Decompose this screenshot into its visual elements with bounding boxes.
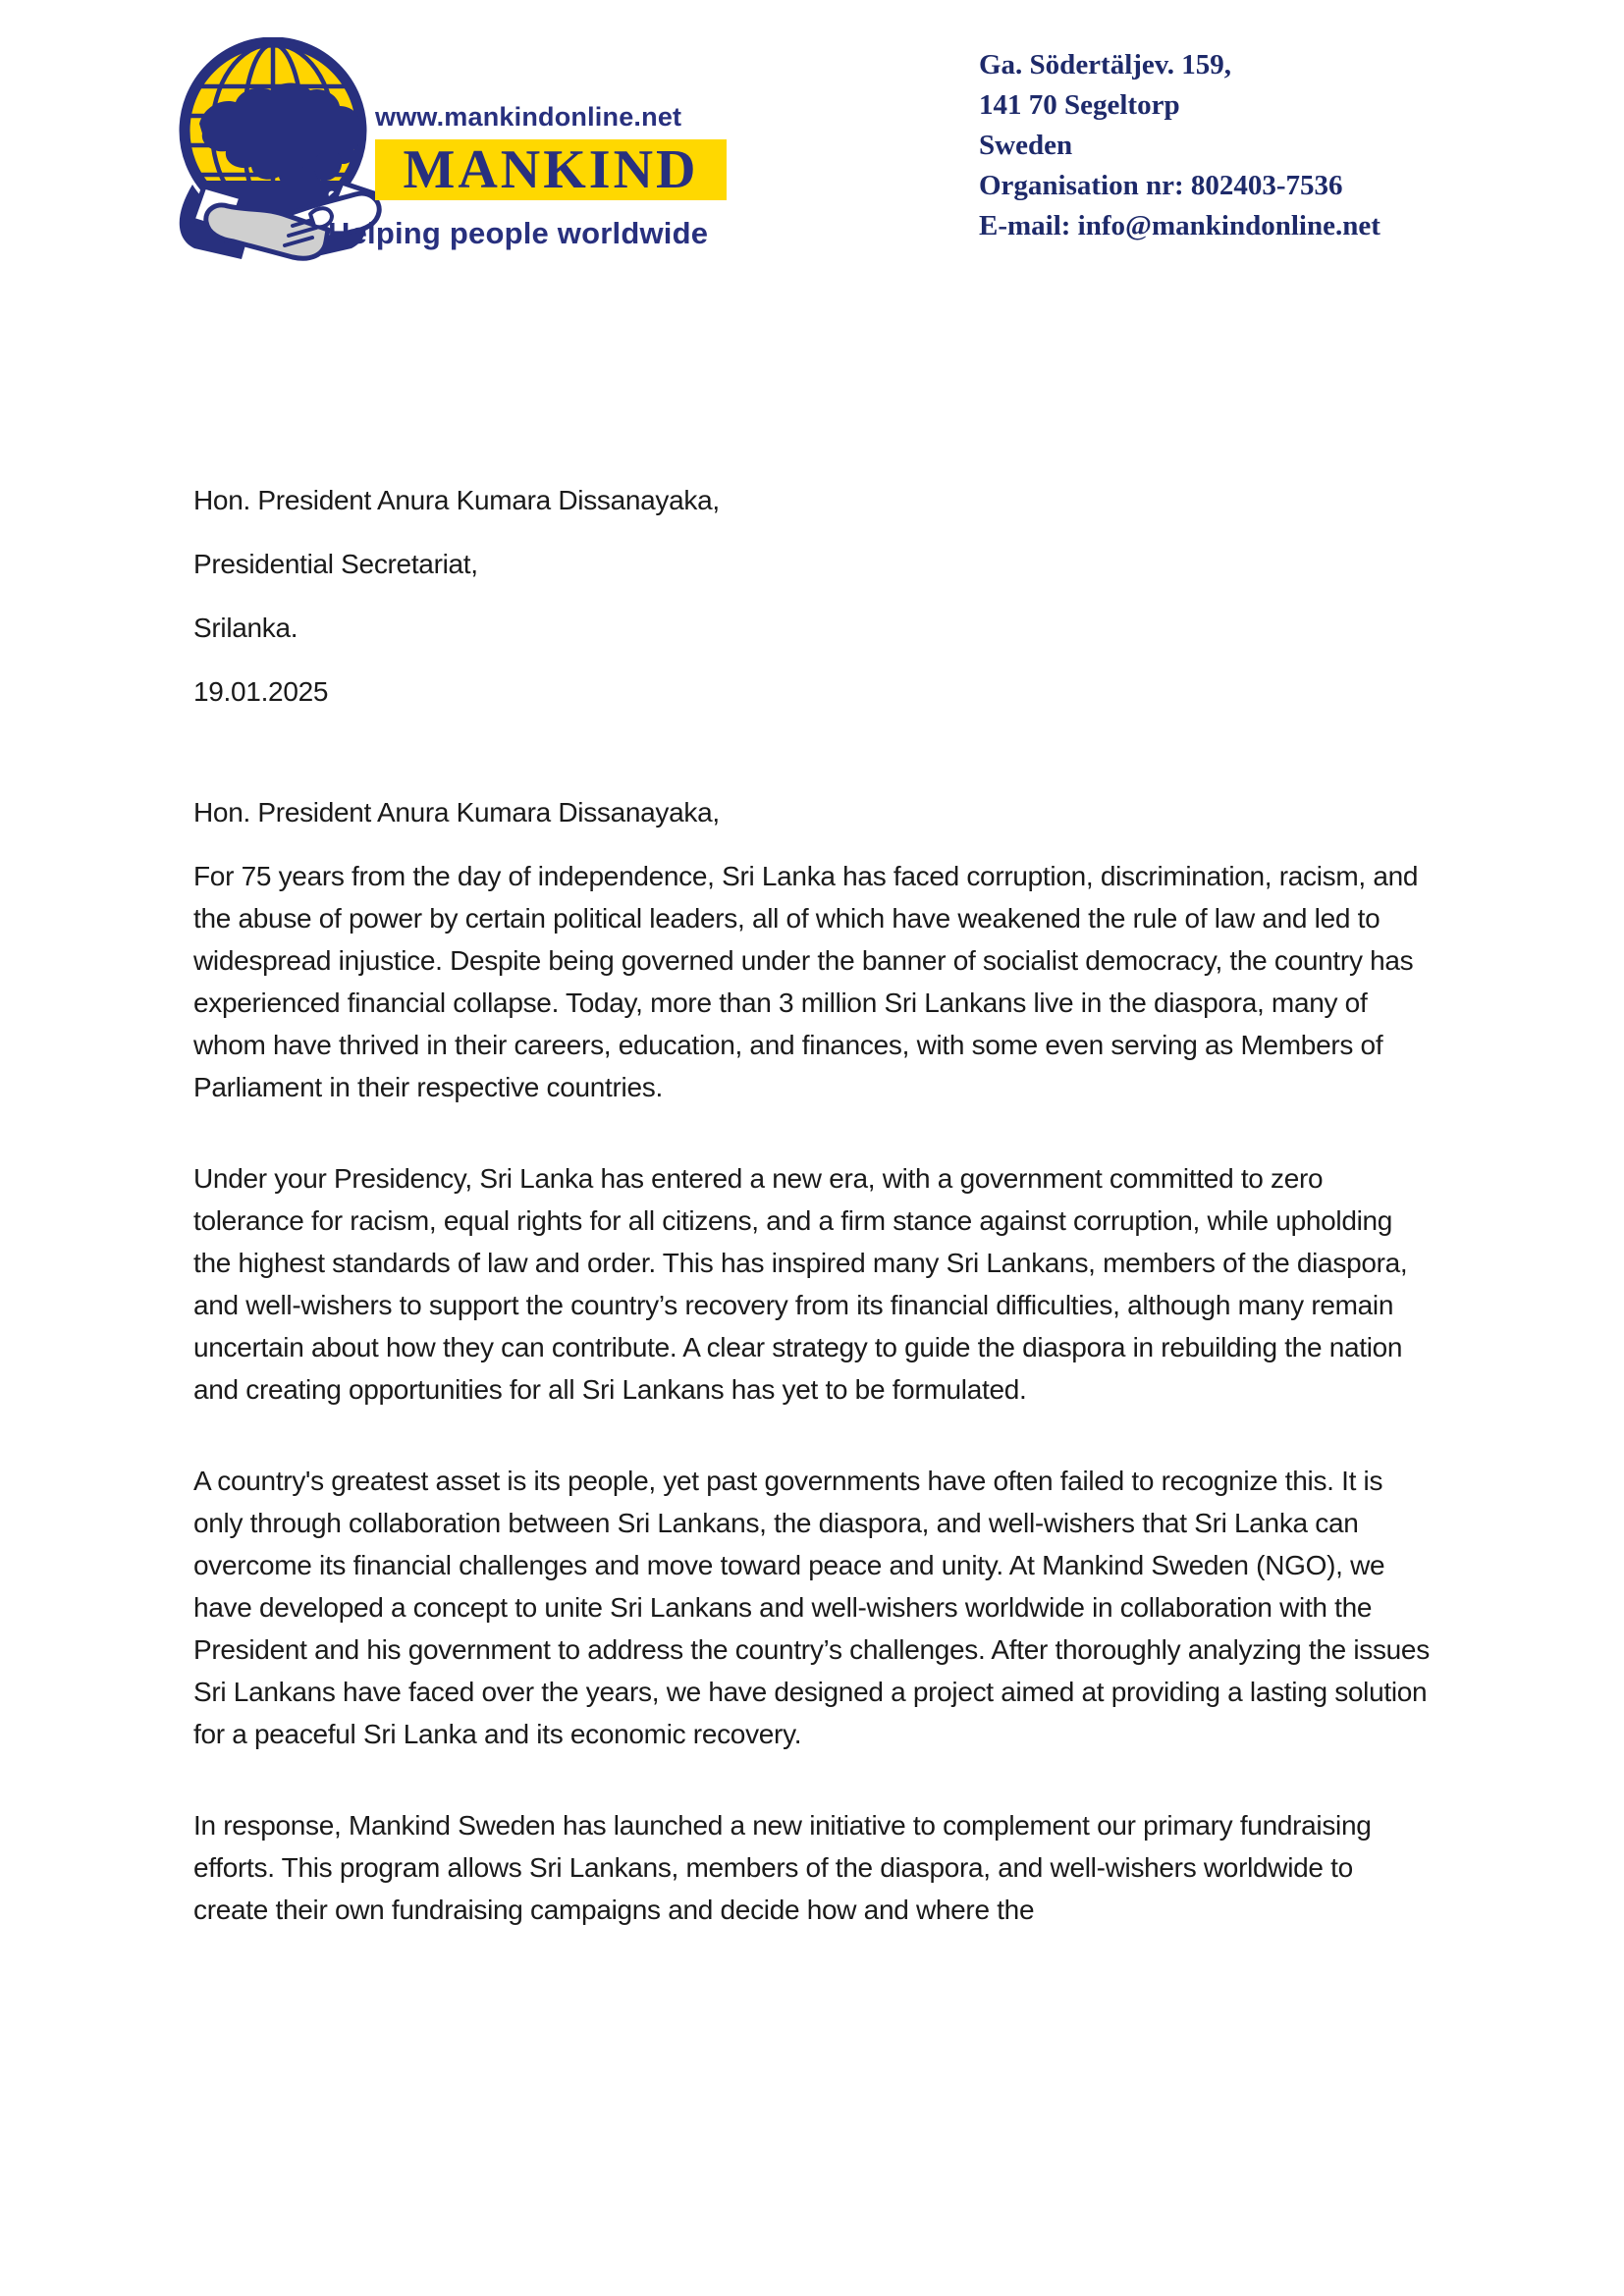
org-email-line: E-mail: info@mankindonline.net — [979, 210, 1380, 241]
salutation: Hon. President Anura Kumara Dissanayaka, — [193, 797, 720, 828]
letter-paragraph: Under your Presidency, Sri Lanka has entered a new era, with a government committed to zero tolerance for racism, equal rights for all citizens, and a firm stance against corruption, while upholding the highest standards of law and order. This has inspired many Sri Lankans, members of the diaspora, and well-wishers to support the country’s recovery from its financial difficulties, although many remain uncertain about how they can contribute. A clear strategy to guide the diaspora in rebuilding the nation and creating opportunities for all Sri Lankans has yet to be formulated. — [193, 1163, 1408, 1405]
org-contact-block — [979, 45, 1380, 246]
letter-body — [193, 479, 1433, 1980]
recipient-line: Srilanka. — [193, 613, 298, 643]
org-address-line: Sweden — [979, 130, 1073, 161]
recipient-line: Presidential Secretariat, — [193, 549, 478, 579]
logo-name-banner — [375, 139, 727, 200]
org-address-line: 141 70 Segeltorp — [979, 89, 1180, 121]
logo-name-text: MANKIND — [403, 139, 699, 200]
org-address-line: Ga. Södertäljev. 159, — [979, 49, 1231, 80]
logo-website-text: www.mankindonline.net — [375, 102, 682, 132]
org-number-line: Organisation nr: 802403-7536 — [979, 170, 1343, 201]
letter-paragraph: For 75 years from the day of independence, Sri Lanka has faced corruption, discrimination, racism, and the abuse of power by certain political leaders, all of which have weakened the rule of law and led to widespread injustice. Despite being governed under the banner of socialist democracy, the country has experienced financial collapse. Today, more than 3 million Sri Lankans live in the diaspora, many of whom have thrived in their careers, education, and finances, with some even serving as Members of Parliament in their respective countries. — [193, 861, 1419, 1102]
letter-paragraph: In response, Mankind Sweden has launched a new initiative to complement our primary fundraising efforts. This program allows Sri Lankans, members of the diaspora, and well-wishers worldwide to create their own fundraising campaigns and decide how and where the — [193, 1810, 1372, 1925]
letter-paragraph: A country's greatest asset is its people, yet past governments have often failed to recognize this. It is only through collaboration between Sri Lankans, the diaspora, and well-wishers that Sri Lanka can overcome its financial challenges and move toward peace and unity. At Mankind Sweden (NGO), we have developed a concept to unite Sri Lankans and well-wishers worldwide in collaboration with the President and his government to address the country’s challenges. After thoroughly analyzing the issues Sri Lankans have faced over the years, we have designed a project aimed at providing a lasting solution for a peaceful Sri Lanka and its economic recovery. — [193, 1466, 1430, 1749]
logo-tagline-text: Helping people worldwide — [328, 216, 709, 250]
recipient-line: Hon. President Anura Kumara Dissanayaka, — [193, 485, 720, 515]
letter-date: 19.01.2025 — [193, 676, 329, 707]
